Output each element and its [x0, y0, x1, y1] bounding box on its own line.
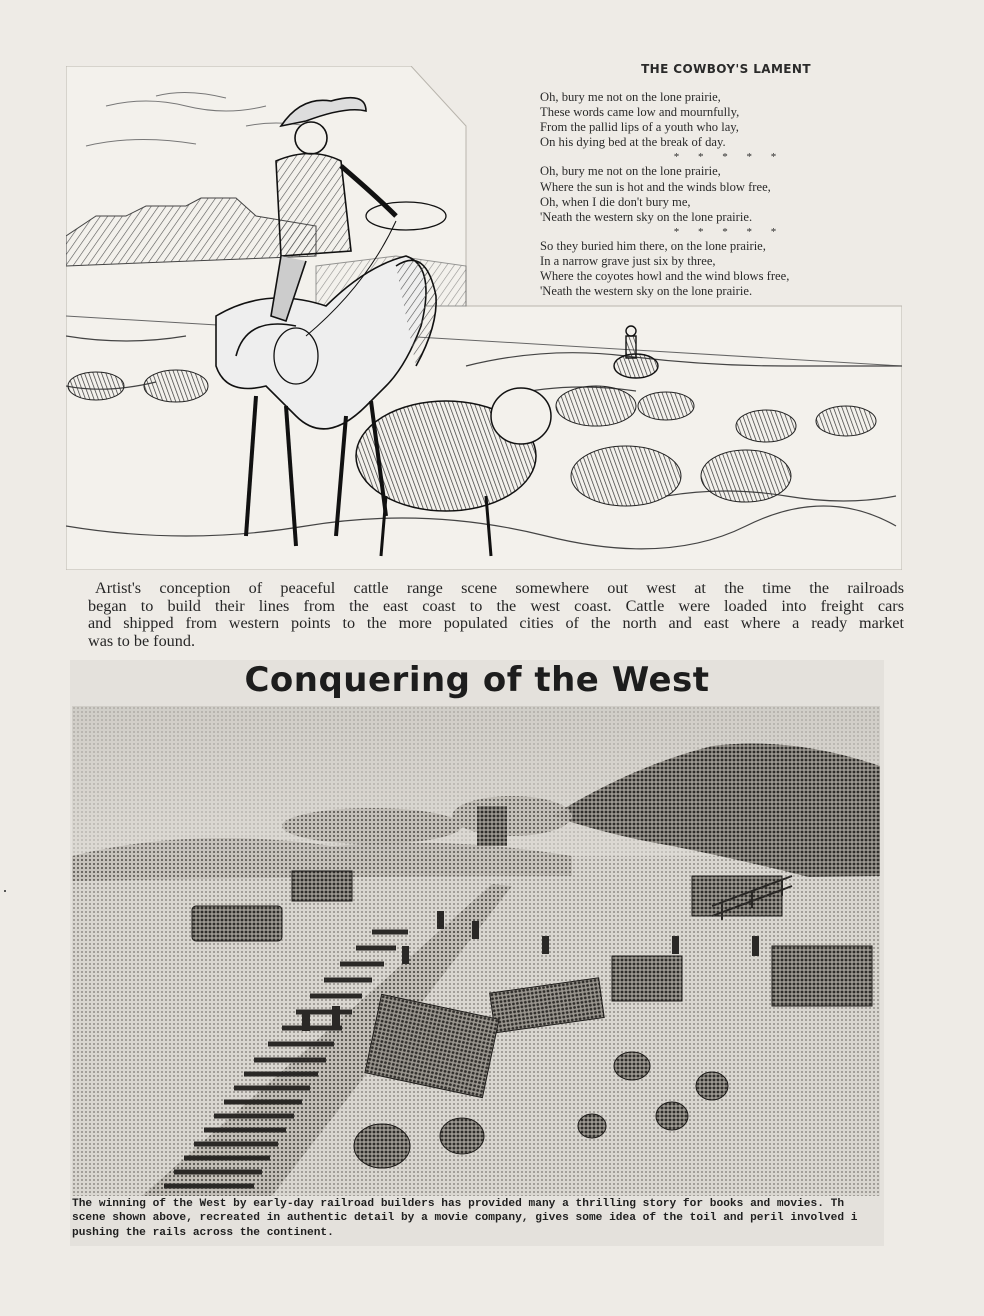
poem-line: Oh, bury me not on the lone prairie,: [540, 90, 721, 105]
poem-line: These words came low and mournfully,: [540, 105, 740, 120]
poem-line: 'Neath the western sky on the lone prairie.: [540, 284, 753, 299]
poem-line: Where the sun is hot and the winds blow free,: [540, 179, 771, 194]
caption-line: and shipped from western points to the more populated cities of the north and east where a ready market: [88, 614, 904, 632]
photo-caption-line: The winning of the West by early-day railroad builders has provided many a thrilling story for books and movies. Th: [72, 1198, 845, 1210]
page-margin-mark: [4, 890, 6, 892]
clipping-headline: Conquering of the West: [244, 660, 710, 700]
caption-line: Artist's conception of peaceful cattle range scene somewhere out west at the time the railroads: [95, 579, 904, 597]
photo-caption-line: scene shown above, recreated in authentic detail by a movie company, gives some idea of the toil and peril involved i: [72, 1212, 858, 1225]
photo-caption: [72, 1197, 880, 1240]
caption-line: began to build their lines from the east coast to the west coast. Cattle were loaded into freight cars: [88, 596, 904, 615]
poem-line: On his dying bed at the break of day.: [540, 135, 726, 150]
photo-caption-line: pushing the rails across the continent.: [72, 1226, 334, 1239]
railroad-construction-photo: [72, 706, 880, 1196]
poem-stanza: [540, 239, 902, 299]
caption-line: was to be found.: [88, 631, 195, 650]
poem-line: In a narrow grave just six by three,: [540, 253, 716, 268]
poem-stanza: [540, 164, 902, 224]
poem-line: Where the coyotes howl and the wind blows free,: [540, 269, 790, 284]
poem-line: Oh, when I die don't bury me,: [540, 194, 691, 209]
illustration-caption: [88, 580, 904, 650]
newspaper-clipping: [70, 660, 884, 1246]
poem-line: 'Neath the western sky on the lone prairie.: [540, 209, 753, 224]
poem-line: From the pallid lips of a youth who lay,: [540, 120, 739, 135]
poem-line: So they buried him there, on the lone prairie,: [540, 238, 766, 253]
cowboys-lament-poem: [540, 62, 902, 299]
poem-title: THE COWBOY'S LAMENT: [641, 62, 811, 76]
poem-stanza: [540, 90, 902, 150]
railroad-photo-image: [72, 706, 880, 1196]
poem-line: Oh, bury me not on the lone prairie,: [540, 164, 721, 179]
stanza-separator: * * * * *: [673, 225, 785, 238]
stanza-separator: * * * * *: [673, 151, 785, 164]
